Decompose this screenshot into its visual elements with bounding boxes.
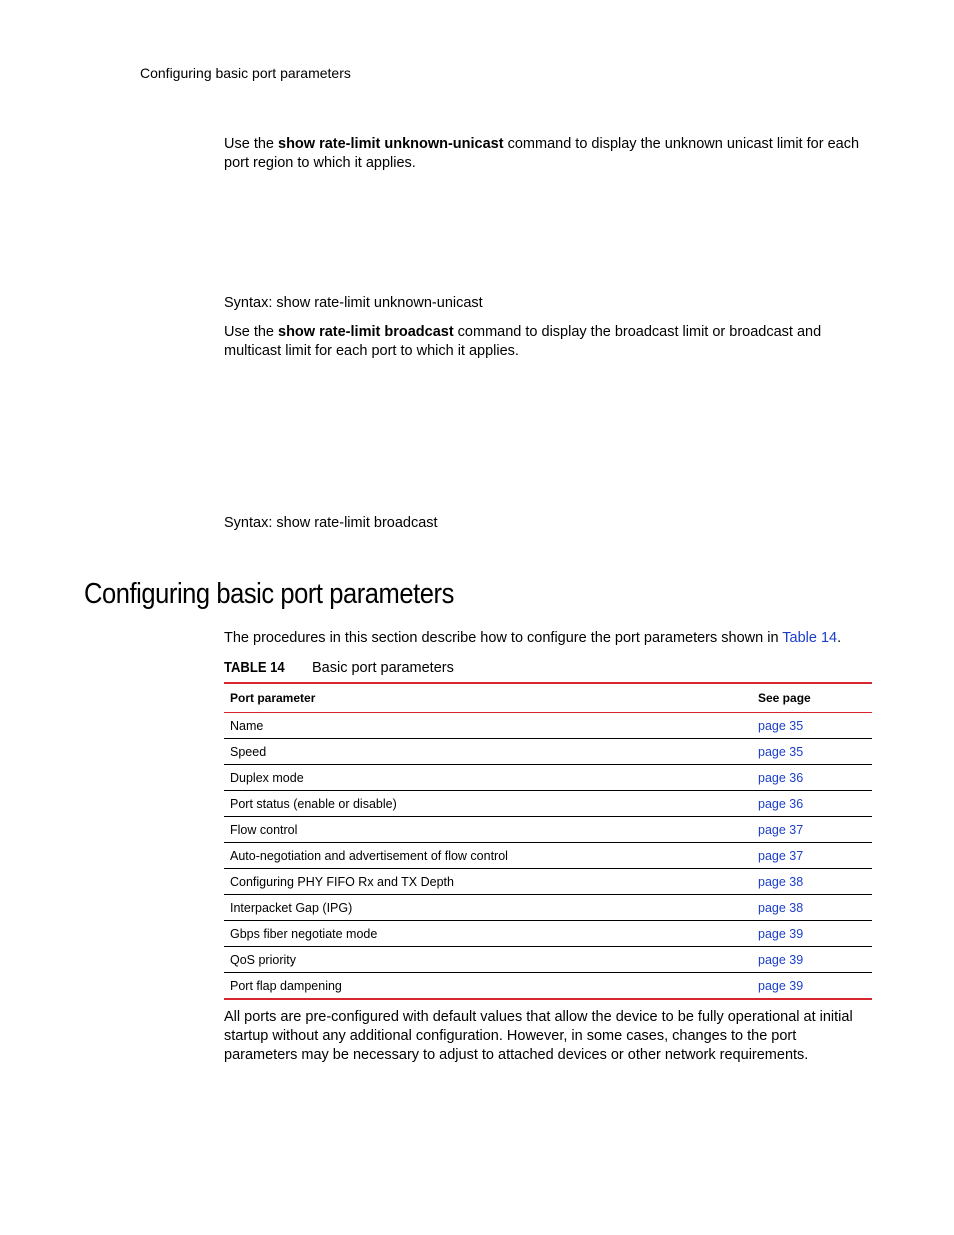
page-link[interactable]: page 35 bbox=[758, 744, 804, 759]
page-link-cell bbox=[752, 869, 872, 895]
table-row bbox=[224, 921, 872, 947]
table-row bbox=[224, 843, 872, 869]
port-parameter-cell: Interpacket Gap (IPG) bbox=[230, 900, 353, 915]
table-row bbox=[224, 713, 872, 739]
table-row bbox=[224, 739, 872, 765]
text: command to display the unknown unicast limit for each port region to which it applies. bbox=[224, 136, 860, 171]
page-link-cell bbox=[752, 739, 872, 765]
running-header: Configuring basic port parameters bbox=[140, 65, 351, 81]
port-parameter-cell: Gbps fiber negotiate mode bbox=[230, 926, 378, 941]
table-number: TABLE 14 bbox=[224, 660, 285, 676]
port-parameter-cell: Speed bbox=[230, 744, 267, 759]
page-link[interactable]: page 39 bbox=[758, 952, 804, 967]
port-parameter-cell: Port status (enable or disable) bbox=[230, 796, 397, 811]
page-link-cell bbox=[752, 973, 872, 1000]
text: Use the bbox=[224, 324, 278, 340]
command-name: show rate-limit broadcast bbox=[278, 324, 454, 340]
page-link-cell bbox=[752, 713, 872, 739]
text: The procedures in this section describe how to configure the port parameters shown in bbox=[224, 630, 783, 646]
page-link[interactable]: page 39 bbox=[758, 978, 804, 993]
command-name: show rate-limit unknown-unicast bbox=[278, 136, 504, 152]
table-caption bbox=[224, 660, 454, 676]
intro-paragraph bbox=[224, 629, 874, 648]
port-parameter-cell: Auto-negotiation and advertisement of flow control bbox=[230, 848, 508, 863]
table-row bbox=[224, 765, 872, 791]
table-header-row bbox=[224, 683, 872, 713]
port-parameter-cell: Duplex mode bbox=[230, 770, 304, 785]
section-title: Configuring basic port parameters bbox=[84, 578, 454, 610]
text: . bbox=[837, 630, 842, 646]
page-link[interactable]: page 36 bbox=[758, 796, 804, 811]
page-link[interactable]: page 38 bbox=[758, 874, 804, 889]
table-row bbox=[224, 791, 872, 817]
table-link[interactable]: Table 14 bbox=[782, 630, 838, 646]
table-row bbox=[224, 895, 872, 921]
page-link[interactable]: page 37 bbox=[758, 848, 804, 863]
page-link[interactable]: page 39 bbox=[758, 926, 804, 941]
table-body bbox=[224, 713, 872, 1000]
paragraph-broadcast bbox=[224, 323, 874, 361]
port-parameter-cell: Configuring PHY FIFO Rx and TX Depth bbox=[230, 874, 454, 889]
page-link-cell bbox=[752, 843, 872, 869]
column-header: Port parameter bbox=[230, 691, 316, 705]
table-row bbox=[224, 947, 872, 973]
page-link-cell bbox=[752, 921, 872, 947]
page-link-cell bbox=[752, 895, 872, 921]
page-link-cell bbox=[752, 791, 872, 817]
page-link[interactable]: page 36 bbox=[758, 770, 804, 785]
table-title: Basic port parameters bbox=[312, 660, 454, 676]
port-parameter-cell: Flow control bbox=[230, 822, 298, 837]
port-parameter-cell: Name bbox=[230, 718, 264, 733]
table-row bbox=[224, 817, 872, 843]
page-link[interactable]: page 38 bbox=[758, 900, 804, 915]
page-link-cell bbox=[752, 765, 872, 791]
table-row bbox=[224, 869, 872, 895]
text: command to display the broadcast limit or broadcast and multicast limit for each port to which it applies. bbox=[224, 324, 822, 359]
syntax-unknown-unicast: Syntax: show rate-limit unknown-unicast bbox=[224, 295, 483, 311]
syntax-broadcast: Syntax: show rate-limit broadcast bbox=[224, 515, 438, 531]
closing-paragraph: All ports are pre-configured with default values that allow the device to be fully operational at initial startup without any additional configuration. However, in some cases, changes to the port parameters may be necessary to adjust to attached devices or other network requirements. bbox=[224, 1009, 853, 1063]
paragraph-unknown-unicast bbox=[224, 135, 874, 173]
port-parameter-cell: Port flap dampening bbox=[230, 978, 342, 993]
table-row bbox=[224, 973, 872, 1000]
page-link[interactable]: page 37 bbox=[758, 822, 804, 837]
port-parameters-table bbox=[224, 682, 872, 1000]
column-header: See page bbox=[758, 691, 811, 705]
page-link-cell bbox=[752, 817, 872, 843]
port-parameter-cell: QoS priority bbox=[230, 952, 296, 967]
page-link[interactable]: page 35 bbox=[758, 718, 804, 733]
text: Use the bbox=[224, 136, 278, 152]
page-link-cell bbox=[752, 947, 872, 973]
